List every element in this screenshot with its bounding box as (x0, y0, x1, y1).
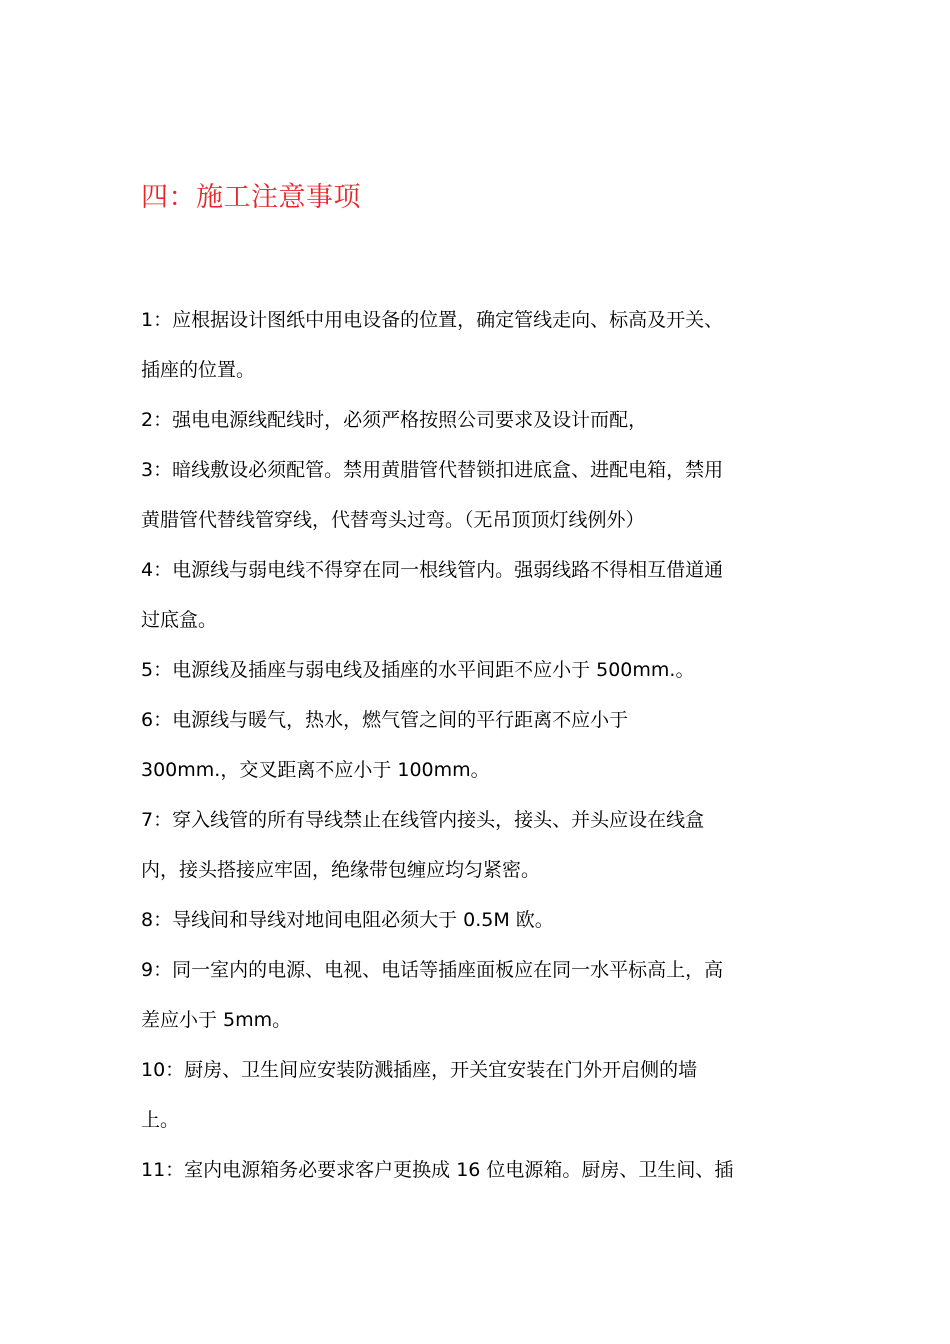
text-line: 2：强电电源线配线时，必须严格按照公司要求及设计而配， (141, 409, 648, 431)
text-line: 7：穿入线管的所有导线禁止在线管内接头，接头、并头应设在线盒 (141, 809, 705, 831)
text-line: 差应小于 5mm。 (141, 1009, 292, 1031)
text-line: 3：暗线敷设必须配管。禁用黄腊管代替锁扣进底盒、进配电箱，禁用 (141, 459, 724, 481)
body-text (141, 295, 821, 1195)
text-line: 内，接头搭接应牢固，绝缘带包缠应均匀紧密。 (141, 859, 541, 881)
text-line: 10：厨房、卫生间应安装防溅插座，开关宜安装在门外开启侧的墙 (141, 1059, 698, 1081)
text-line: 上。 (141, 1109, 180, 1131)
section-heading: 四：施工注意事项 (141, 182, 361, 213)
text-line: 黄腊管代替线管穿线，代替弯头过弯。（无吊顶顶灯线例外） (141, 509, 645, 531)
text-line: 6：电源线与暖气，热水，燃气管之间的平行距离不应小于 (141, 709, 629, 731)
text-line: 过底盒。 (141, 609, 218, 631)
text-line: 1：应根据设计图纸中用电设备的位置，确定管线走向、标高及开关、 (141, 309, 724, 331)
text-line: 5：电源线及插座与弱电线及插座的水平间距不应小于 500mm.。 (141, 659, 695, 681)
text-line: 插座的位置。 (141, 359, 256, 381)
text-line: 300mm.，交叉距离不应小于 100mm。 (141, 759, 490, 781)
text-line: 4：电源线与弱电线不得穿在同一根线管内。强弱线路不得相互借道通 (141, 559, 724, 581)
text-line: 8：导线间和导线对地间电阻必须大于 0.5M 欧。 (141, 909, 554, 931)
text-line: 9：同一室内的电源、电视、电话等插座面板应在同一水平标高上，高 (141, 959, 724, 981)
text-line: 11：室内电源箱务必要求客户更换成 16 位电源箱。厨房、卫生间、插 (141, 1159, 734, 1181)
